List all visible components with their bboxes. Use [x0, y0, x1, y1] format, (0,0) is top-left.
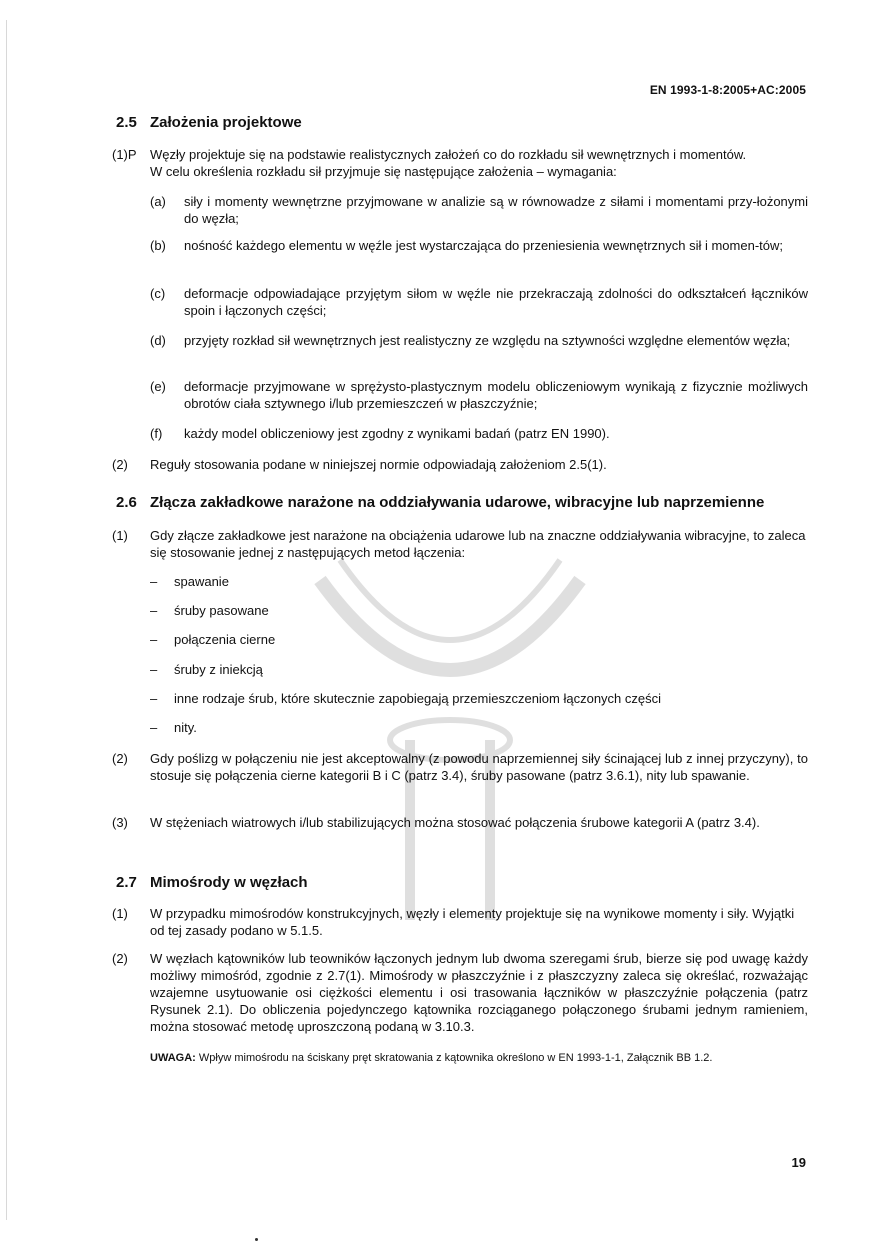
- scan-dot: [255, 1238, 258, 1241]
- section-heading-2-5: [116, 114, 816, 134]
- item-letter: (e): [150, 379, 166, 394]
- dash-item-text: inne rodzaje śrub, które skutecznie zapobiegają przemieszczeniom łączonych części: [174, 691, 662, 706]
- item-text: deformacje odpowiadające przyjętym siłom w węźle nie przekraczają zdolności do odkształceń łączników spoin i łączonych części;: [184, 286, 808, 318]
- document-code: EN 1993-1-8:2005+AC:2005: [649, 83, 806, 97]
- item-letter: (d): [150, 333, 166, 348]
- item-letter: (c): [150, 286, 166, 301]
- section-heading-2-7: [116, 874, 816, 894]
- dash-bullet: –: [150, 720, 158, 735]
- paragraph-number: (1)P: [112, 147, 137, 162]
- scan-edge-line: [6, 20, 7, 1220]
- dash-bullet: –: [150, 662, 158, 677]
- paragraph-text: Reguły stosowania podane w niniejszej normie odpowiadają założeniom 2.5(1).: [150, 457, 607, 472]
- paragraph-line: Węzły projektuje się na podstawie realistycznych założeń co do rozkładu sił wewnętrznych i momentów.: [150, 147, 747, 162]
- section-title: Złącza zakładkowe narażone na oddziaływania udarowe, wibracyjne lub naprzemienne: [150, 494, 765, 511]
- note-text: Wpływ mimośrodu na ściskany pręt skratowania z kątownika określono w EN 1993-1-1, Załącznik BB 1.2.: [198, 1052, 713, 1064]
- page-number: 19: [791, 1155, 806, 1170]
- item-letter: (a): [150, 194, 166, 209]
- paragraph-text: W węzłach kątowników lub teowników łączonych jednym lub dwoma szeregami śrub, bierze się pod uwagę każdy możliwy mimośród, zgodnie z 2.7(1). Mimośrody w płaszczyźnie i z płaszczyzny zaleca się określać, rozważając wzajemne usytuowanie osi ciężkości elementu i osi trasowania łączników w płaszczyźnie połączenia (patrz Rysunek 2.1). Do obliczenia pojedynczego kątownika rozciąganego połączonego śrubami jednym ramieniem, można stosować metodę uproszczoną podaną w 3.10.3.: [150, 951, 808, 1034]
- note: [150, 1052, 810, 1064]
- dash-bullet: –: [150, 632, 158, 647]
- section-title: Założenia projektowe: [150, 114, 302, 131]
- section-number: 2.6: [116, 494, 137, 511]
- paragraph-line: W celu określenia rozkładu sił przyjmuje się następujące założenia – wymagania:: [150, 164, 617, 179]
- paragraph-number: (3): [112, 815, 128, 830]
- dash-item-text: połączenia cierne: [174, 632, 276, 647]
- section-number: 2.5: [116, 114, 137, 131]
- dash-item-text: śruby pasowane: [174, 603, 269, 618]
- item-text: każdy model obliczeniowy jest zgodny z wynikami badań (patrz EN 1990).: [184, 426, 610, 441]
- dash-bullet: –: [150, 691, 158, 706]
- dash-item-text: śruby z iniekcją: [174, 662, 263, 677]
- dash-item-text: spawanie: [174, 574, 229, 589]
- paragraph-number: (2): [112, 457, 128, 472]
- paragraph-number: (1): [112, 528, 128, 543]
- dash-item-text: nity.: [174, 720, 197, 735]
- item-text: deformacje przyjmowane w sprężysto-plastycznym modelu obliczeniowym wynikają z fizycznie możliwych obrotów ciała sztywnego i/lub przemieszczeń w płaszczyźnie;: [184, 379, 808, 411]
- item-text: nośność każdego elementu w węźle jest wystarczająca do przeniesienia wewnętrznych sił i momen-tów;: [184, 238, 783, 253]
- paragraph-text: Gdy poślizg w połączeniu nie jest akceptowalny (z powodu naprzemiennej siły ścinającej lub z innej przyczyny), to stosuje się połączenia cierne kategorii B i C (patrz 3.4), śruby pasowane (patrz 3.6.1), nity lub spawanie.: [150, 751, 808, 783]
- item-letter: (f): [150, 426, 163, 441]
- note-label: UWAGA:: [150, 1052, 196, 1064]
- paragraph-number: (2): [112, 951, 128, 966]
- dash-bullet: –: [150, 603, 158, 618]
- item-text: siły i momenty wewnętrzne przyjmowane w analizie są w równowadze z siłami i momentami przy-łożonymi do węzła;: [184, 194, 808, 226]
- paragraph-text: W przypadku mimośrodów konstrukcyjnych, węzły i elementy projektuje się na wynikowe momenty i siły. Wyjątki od tej zasady podano w 5.1.5.: [150, 906, 795, 938]
- section-heading-2-6: [116, 494, 816, 514]
- paragraph-number: (2): [112, 751, 128, 766]
- paragraph-text: W stężeniach wiatrowych i/lub stabilizujących można stosować połączenia śrubowe kategorii A (patrz 3.4).: [150, 815, 760, 830]
- item-text: przyjęty rozkład sił wewnętrznych jest realistyczny ze względu na sztywności względne elementów węzła;: [184, 333, 791, 348]
- section-title: Mimośrody w węzłach: [150, 874, 308, 891]
- paragraph-number: (1): [112, 906, 128, 921]
- dash-bullet: –: [150, 574, 158, 589]
- paragraph-text: Gdy złącze zakładkowe jest narażone na obciążenia udarowe lub na znaczne oddziaływania wibracyjne, to zaleca się stosowanie jednej z następujących metod łączenia:: [150, 528, 806, 560]
- item-letter: (b): [150, 238, 166, 253]
- section-number: 2.7: [116, 874, 137, 891]
